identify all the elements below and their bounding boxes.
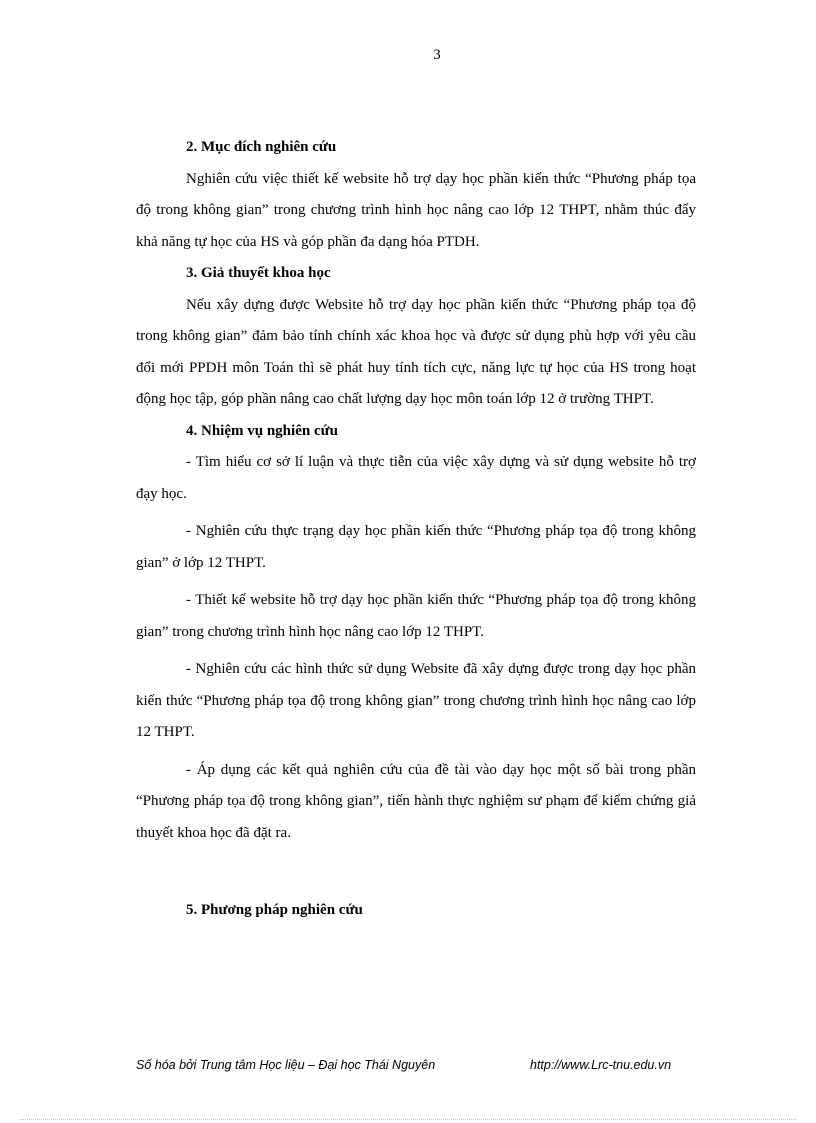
page-number: 3 — [433, 47, 441, 63]
section-5-heading: 5. Phương pháp nghiên cứu — [186, 902, 363, 918]
section-2-heading: 2. Mục đích nghiên cứu — [186, 139, 337, 155]
section-4-heading: 4. Nhiệm vụ nghiên cứu — [186, 422, 338, 439]
section-3-heading: 3. Giả thuyết khoa học — [186, 265, 331, 281]
page-bottom-divider — [20, 1119, 796, 1120]
list-item: - Nghiên cứu các hình thức sử dụng Website đã xây dựng được trong dạy học phần kiến thức “Phương pháp tọa độ trong không gian” trong chương trình hình học nâng cao lớp 12 THPT. — [136, 661, 696, 740]
document-body — [136, 132, 696, 927]
list-item: - Thiết kế website hỗ trợ dạy học phần kiến thức “Phương pháp tọa độ trong không gian” trong chương trình hình học nâng cao lớp 12 THPT. — [136, 592, 696, 640]
spacer — [136, 855, 696, 895]
list-item: - Tìm hiểu cơ sở lí luận và thực tiễn của việc xây dựng và sử dụng website hỗ trợ đạy học. — [136, 454, 696, 502]
list-item: - Áp dụng các kết quả nghiên cứu của đề tài vào dạy học một số bài trong phần “Phương pháp tọa độ trong không gian”, tiến hành thực nghiệm sư phạm để kiểm chứng giả thuyết khoa học đã đặt ra. — [136, 761, 696, 841]
section-2-paragraph: Nghiên cứu việc thiết kế website hỗ trợ dạy học phần kiến thức “Phương pháp tọa độ trong không gian” trong chương trình hình học nâng cao lớp 12 THPT, nhằm thúc đẩy khả năng tự học của HS và góp phần đa dạng hóa PTDH. — [136, 170, 696, 250]
footer-url: http://www.Lrc-tnu.edu.vn — [530, 1058, 672, 1072]
section-3-paragraph: Nếu xây dựng được Website hỗ trợ dạy học phần kiến thức “Phương pháp tọa độ trong không gian” đảm bảo tính chính xác khoa học và được sử dụng phù hợp với yêu cầu đổi mới PPDH môn Toán thì sẽ phát huy tính tích cực, năng lực tự học của HS trong hoạt động học tập, góp phần nâng cao chất lượng dạy học môn toán lớp 12 ở trường THPT. — [136, 296, 696, 407]
footer-source: Số hóa bởi Trung tâm Học liệu – Đại học Thái Nguyên — [136, 1058, 436, 1072]
list-item: - Nghiên cứu thực trạng dạy học phần kiến thức “Phương pháp tọa độ trong không gian” ở lớp 12 THPT. — [136, 523, 696, 571]
